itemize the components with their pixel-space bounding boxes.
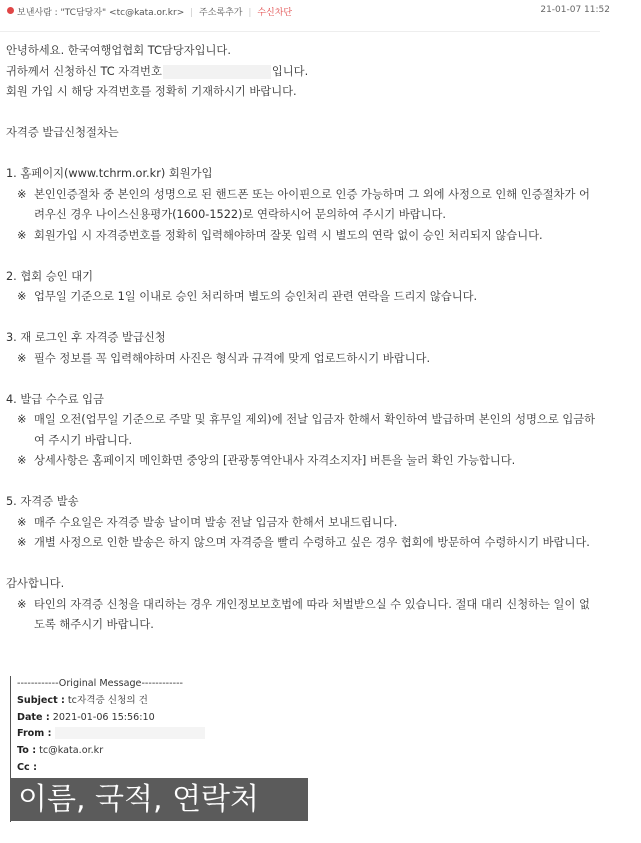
step-5-note: ※ 매주 수요일은 자격증 발송 날이며 발송 전날 입금자 한해서 보내드립니다.	[17, 515, 398, 529]
original-from: From :	[17, 726, 317, 743]
separator: |	[248, 8, 252, 18]
received-date: 21-01-07 11:52	[540, 5, 610, 15]
sender-label: 보낸사람 :	[17, 8, 58, 18]
redacted-box	[163, 65, 271, 79]
step-4-note: ※ 상세사항은 홈페이지 메인화면 중앙의 [관광통역안내사 자격소지자] 버튼을 눌러 확인 가능합니다.	[17, 454, 516, 467]
caption-overlay: 이름, 국적, 연락처	[10, 778, 308, 821]
original-subject: Subject : tc자격증 신청의 건	[17, 694, 148, 706]
mail-header	[0, 0, 641, 30]
step-1-note: ※ 회원가입 시 자격증번호를 정확히 입력해야하며 잘못 입력 시 별도의 연락 없이 승인 처리되지 않습니다.	[17, 228, 543, 242]
original-to: To : tc@kata.or.kr	[17, 745, 104, 757]
step-2-note: ※ 업무일 기준으로 1일 이내로 승인 처리하며 별도의 승인처리 관련 연락을 드리지 않습니다.	[17, 290, 478, 303]
separator: |	[190, 8, 194, 18]
procedure-title: 자격증 발급신청절차는	[6, 126, 119, 139]
step-3-title: 3. 재 로그인 후 자격증 발급신청	[6, 331, 166, 344]
header-divider	[0, 31, 600, 32]
step-4-title: 4. 발급 수수료 입금	[6, 392, 104, 406]
step-3-note: ※ 필수 정보를 꼭 입력해야하며 사진은 형식과 규격에 맞게 업로드하시기 바랍니다.	[17, 351, 431, 365]
step-5-note: ※ 개별 사정으로 인한 발송은 하지 않으며 자격증을 빨리 수령하고 싶은 경우 협회에 방문하여 수령하시기 바랍니다.	[17, 536, 590, 549]
step-1-title: 1. 홈페이지(www.tchrm.or.kr) 회원가입	[6, 167, 213, 180]
greeting-line: 안녕하세요. 한국여행업협회 TC담당자입니다.	[6, 44, 231, 57]
cert-number-line: 귀하께서 신청하신 TC 자격번호 입니다.	[6, 64, 309, 78]
instruction-line: 회원 가입 시 해당 자격번호를 정확히 기재하시기 바랍니다.	[6, 85, 297, 98]
step-2-title: 2. 협회 승인 대기	[6, 269, 94, 283]
step-5-title: 5. 자격증 발송	[6, 495, 79, 508]
sender-name: "TC담당자"	[60, 8, 107, 18]
closing-line: 감사합니다.	[6, 577, 65, 590]
sender-line	[17, 5, 292, 18]
block-sender-link[interactable]: 수신차단	[257, 8, 293, 18]
step-1-note: ※ 본인인증절차 중 본인의 성명으로 된 핸드폰 또는 아이핀으로 인증 가능하며 그 외에 사정으로 인해 인증절차가 어려우신 경우 나이스신용평가(1600-1522)로 연락하시어 문의하여 주시기 바랍니다.	[17, 187, 590, 221]
warning-note: ※ 타인의 자격증 신청을 대리하는 경우 개인정보보호법에 따라 처벌받으실 수 있습니다. 절대 대리 신청하는 일이 없도록 해주시기 바랍니다.	[17, 597, 590, 631]
original-date: Date : 2021-01-06 15:56:10	[17, 711, 155, 723]
original-divider: ------------Original Message------------	[17, 678, 183, 689]
mail-body	[6, 41, 598, 636]
original-cc: Cc :	[17, 761, 37, 773]
flag-icon	[7, 7, 14, 14]
add-contact-link[interactable]: 주소록추가	[199, 8, 243, 18]
redacted-box	[55, 727, 205, 739]
sender-email[interactable]: <tc@kata.or.kr>	[109, 8, 185, 18]
step-4-note: ※ 매일 오전(업무일 기준으로 주말 및 휴무일 제외)에 전날 입금자 한해서 확인하여 발급하며 본인의 성명으로 입금하여 주시기 바랍니다.	[17, 413, 596, 447]
